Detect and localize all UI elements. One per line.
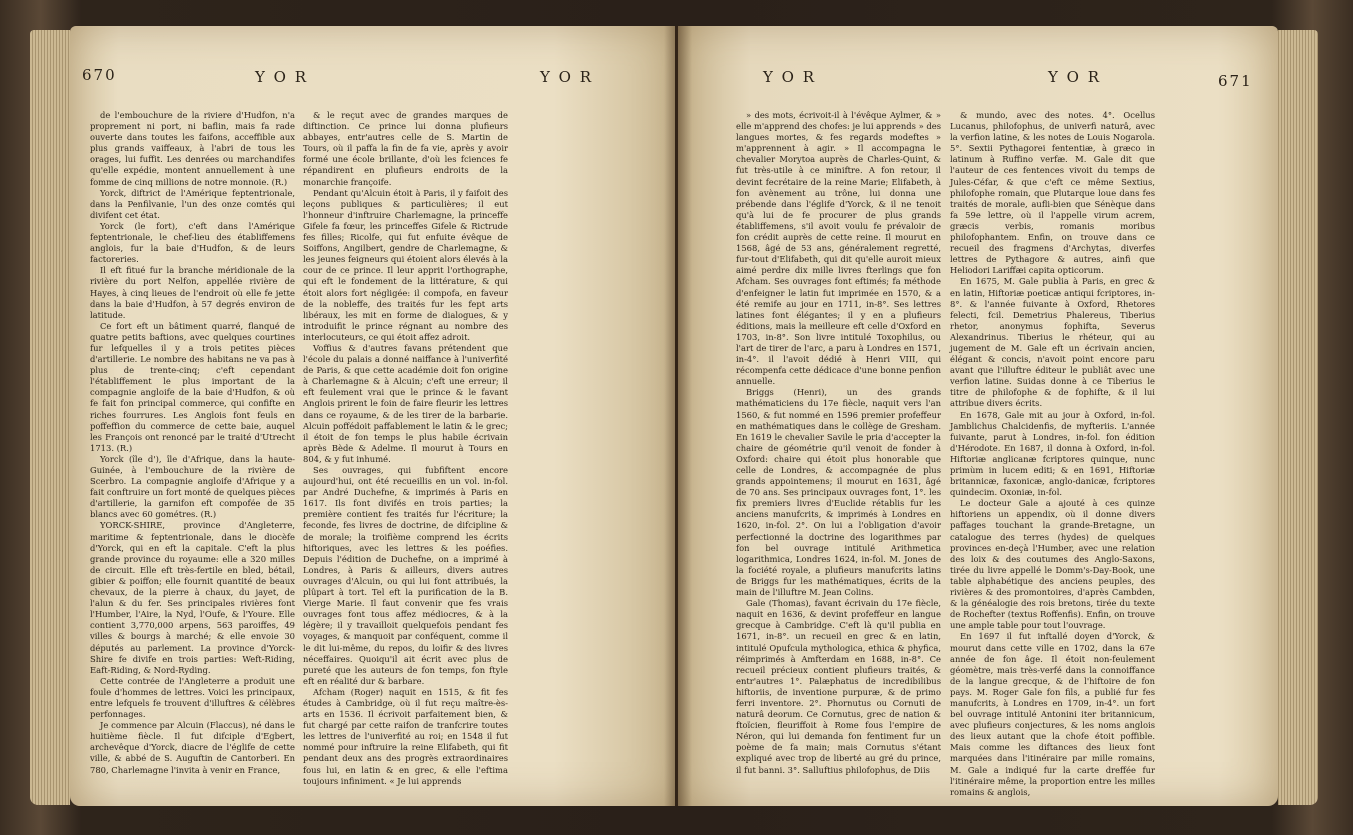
paragraph: & le reçut avec de grandes marques de diftinction. Ce prince lui donna plufieurs abbayes, entr'autres celle de S. Martin de Tours, où il paffa la fin de fa vie, après y avoir formé une école brillante, d'où les fciences fe répandirent en plufieurs endroits de la monarchie françoife. bbox=[303, 110, 508, 187]
left-column-2 bbox=[303, 110, 508, 787]
paragraph: Afcham (Roger) naquit en 1515, & fit fes études à Cambridge, où il fut reçu maître-ès-arts en 1536. Il écrivoit parfaitement bien, & fut chargé par cette raifon de tranfcrire toutes les lettres de l'univerfité au roi; en 1548 il fut nommé pour inftruire la reine Elifabeth, qui fit pendant deux ans des progrès extraordinaires fous lui, en latin & en grec, & elle l'eftima toujours infiniment. « Je lui apprends bbox=[303, 686, 508, 786]
paragraph: En 1697 il fut inftallé doyen d'Yorck, & mourut dans cette ville en 1702, dans la 67e année de fon âge. Il étoit non-feulement géomètre, mais très-verfé dans la connoiffance de la langue grecque, & de l'hiftoire de fon pays. M. Roger Gale fon fils, a publié fur fes manufcrits, à Londres en 1709, in-4°. un fort bel ouvrage intitulé Antonini iter britannicum, avec plufieurs conjectures, & les noms anglois des lieux autant que la chofe étoit poffible. Mais comme les diftances des lieux font marquées dans l'itinéraire par mille romains, M. Gale a indiqué fur la carte dreffée fur l'itinéraire même, la proportion entre les milles romains & anglois, bbox=[950, 631, 1155, 797]
paragraph: Briggs (Henri), un des grands mathématiciens du 17e fiècle, naquit vers l'an 1560, & fut nommé en 1596 premier profeffeur en mathématiques dans le collège de Gresham. En 1619 le chevalier Savile le pria d'accepter la chaire de géométrie qu'il venoit de fonder à Oxford: chaire qui étoit plus honorable que celle de Londres, & accompagnée de plus grands appointemens; il mourut en 1631, âgé de 70 ans. Ses principaux ouvrages font, 1°. les fix premiers livres d'Euclide rétablis fur les anciens manufcrits, & imprimés à Londres en 1620, in-fol. 2°. On lui a l'obligation d'avoir perfectionné la doctrine des logarithmes par fon bel ouvrage intitulé Arithmetica logarithmica, Londres 1624, in-fol. M. Jones de la fociété royale, a plufieurs manufcrits latins de Briggs fur les mathématiques, écrits de la main de l'illuftre M. Jean Colins. bbox=[736, 387, 941, 598]
paragraph: de l'embouchure de la riviere d'Hudfon, n'a proprement ni port, ni baflin, mais fa rade ouverte dans toutes les faifons, acceffible aux plus grands vaiffeaux, à l'abri de tous les orages, lui fuffit. Les denrées ou marchandifes qu'elle expédie, montent annuellement à une fomme de cinq millions de notre monnoie. (R.) bbox=[90, 110, 295, 187]
running-head-right-1: Y O R bbox=[763, 68, 817, 86]
gutter bbox=[664, 26, 692, 806]
paragraph: Voffius & d'autres favans prétendent que l'école du palais a donné naiffance à l'univerfité de Paris, & que cette académie doit fon origine à Charlemagne & à Alcuin; c'eft une erreur; il eft feulement vrai que le prince & le favant Anglois prirent le foin de faire fleurir les lettres dans ce royaume, & de les tirer de la barbarie. Alcuin poffédoit paffablement le latin & le grec; il étoit de fon temps le plus habile écrivain après Bède & Adelme. Il mourut à Tours en 804, & y fut inhumé. bbox=[303, 342, 508, 464]
right-column-1 bbox=[736, 110, 941, 776]
paragraph: Yorck (île d'), île d'Afrique, dans la haute-Guinée, à l'embouchure de la rivière de Scerbro. La compagnie angloife d'Afrique y a fait conftruire un fort monté de quelques pièces d'artillerie, la garnifon eft compofée de 35 blancs avec 60 gométres. (R.) bbox=[90, 453, 295, 520]
page-number-right: 671 bbox=[1218, 72, 1253, 90]
paragraph: En 1675, M. Gale publia à Paris, en grec & en latin, Hiftoriæ poeticæ antiqui fcriptores, in-8°. & l'année fuivante à Oxford, Rhetores felecti, fcil. Demetrius Phalereus, Tiberius rhetor, anonymus fophifta, Severus Alexandrinus. Tiberius le rhéteur, qui au jugement de M. Gale eft un écrivain ancien, élégant & concis, n'avoit point encore paru avant que l'illuftre éditeur le publiât avec une verfion latine. Suidas donne à ce Tiberius le titre de philofophe & de fophifte, & il lui attribue divers écrits. bbox=[950, 276, 1155, 409]
paragraph: Gale (Thomas), favant écrivain du 17e fiècle, naquit en 1636, & devint profeffeur en langue grecque à Cambridge. C'eft là qu'il publia en 1671, in-8°. un recueil en grec & en latin, intitulé Opufcula mythologica, ethica & phyfica, réimprimés à Amfterdam en 1688, in-8°. Ce recueil précieux contient plufieurs traités, & entr'autres 1°. Palæphatus de incredibilibus hiftoriis, de inventione purpuræ, & de primo ferri inventore. 2°. Phornutus ou Cornuti de naturâ deorum. Ce Cornutus, grec de nation & ftoïcien, fleuriffoit à Rome fous l'empire de Néron, qui lui demanda fon fentiment fur un poème de fa main; mais Cornutus s'étant expliqué avec trop de liberté au gré du prince, il fut banni. 3°. Salluftius philofophus, de Diis bbox=[736, 598, 941, 775]
paragraph: Ses ouvrages, qui fubfiftent encore aujourd'hui, ont été recueillis en un vol. in-fol. par André Duchefne, & imprimés à Paris en 1617. Ils font divifés en trois parties; la première contient fes traités fur l'écriture; la feconde, fes livres de doctrine, de difcipline & de morale; la troifième comprend les écrits hiftoriques, avec les lettres & les poéfies. Depuis l'édition de Duchefne, on a imprimé à Londres, à Paris & ailleurs, divers autres ouvrages d'Alcuin, ou qui lui font attribués, la plûpart à tort. Tel eft la purification de la B. Vierge Marie. Il faut convenir que fes vrais ouvrages font tous affez médiocres, & à la légère; il y travailloit quelquefois pendant fes voyages, & manquoit par conféquent, comme il le dit lui-même, du repos, du loifir & des livres néceffaires. Quoiqu'il ait écrit avec plus de pureté que les auteurs de fon temps, fon ftyle eft en réalité dur & barbare. bbox=[303, 465, 508, 686]
paragraph: » des mots, écrivoit-il à l'évêque Aylmer, & » elle m'apprend des chofes: je lui apprends » des langues mortes, & fes regards modeftes » m'apprennent à agir. » Il accompagna le chevalier Morytoa auprès de Charles-Quint, & fut très-utile à ce miniftre. A fon retour, il devint fecrétaire de la reine Marie; Elifabeth, à fon avènement au trône, lui donna une prébende dans l'églife d'Yorck, & il ne tenoit qu'à lui de fe procurer de plus grands établiffemens, s'il avoit voulu fe prévaloir de fon crédit auprès de cette reine. Il mourut en 1568, âgé de 53 ans, généralement regretté, fur-tout d'Elifabeth, qui dit qu'elle auroit mieux aimé perdre dix mille livres fterlings que fon Afcham. Ses ouvrages font eftimés; fa méthode d'enfeigner le latin fut imprimée en 1570, & a été remife au jour en 1711, in-8°. Ses lettres latines font élégantes; il y en a plufieurs éditions, mais la meilleure eft celle d'Oxford en 1703, in-8°. Son livre intitulé Toxophilus, ou l'art de tirer de l'arc, a paru à Londres en 1571, in-4°. il l'avoit dédié à Henri VIII, qui récompenfa cette dédicace d'une bonne penfion annuelle. bbox=[736, 110, 941, 387]
paragraph: Ce fort eft un bâtiment quarré, flanqué de quatre petits baftions, avec quelques courtines fur lefquelles il y a trois petites pièces d'artillerie. Le nombre des habitans ne va pas à plus de trente-cinq; c'eft cependant l'établiffement le plus important de la compagnie angloife de la baie d'Hudfon, & où fe fait fon principal commerce, qui confifte en riches fourrures. Les Anglois font feuls en poffeffion du commerce de cette baie, auquel les François ont renoncé par le traité d'Utrecht 1713. (R.) bbox=[90, 320, 295, 453]
running-head-left-2: Y O R bbox=[540, 68, 594, 86]
page-edges-left bbox=[30, 30, 70, 805]
paragraph: Le docteur Gale a ajouté à ces quinze hiftoriens un appendix, où il donne divers paffages touchant la grande-Bretagne, un catalogue des terres (hydes) de quelques provinces en-deçà l'Humber, avec une relation des loix & des coutumes des Anglo-Saxons, tirée du livre appellé le Domm's-Day-Book, une table alphabétique des anciens peuples, des rivières & des promontoires, d'après Cambden, & la généalogie des rois bretons, tirée du texte de Rochefter (textus Roffenfis). Enfin, on trouve une ample table pour tout l'ouvrage. bbox=[950, 498, 1155, 631]
right-page bbox=[678, 26, 1278, 806]
page-edges-right bbox=[1278, 30, 1318, 805]
paragraph: Yorck (le fort), c'eft dans l'Amérique feptentrionale, le chef-lieu des établiffemens anglois, fur la baie d'Hudfon, & de leurs factoreries. bbox=[90, 220, 295, 265]
paragraph: Cette contrée de l'Angleterre a produit une foule d'hommes de lettres. Voici les principaux, entre lefquels fe trouvent d'illuftres & célèbres perfonnages. bbox=[90, 675, 295, 720]
paragraph: Pendant qu'Alcuin étoit à Paris, il y faifoit des leçons publiques & particulières; il eut l'honneur d'inftruire Charlemagne, la princeffe Gifele fa fœur, les princeffes Gifele & Rictrude fes filles; Ricolfe, qui fut enfuite évêque de Soiffons, Angilbert, gendre de Charlemagne, & les jeunes feigneurs qui étoient alors élevés à la cour de ce prince. Il leur apprit l'orthographe, qui eft le fondement de la littérature, & qui étoit alors fort négligée: il compofa, en faveur de la nobleffe, des traités fur les fept arts libéraux, les mit en forme de dialogues, & y introduifit le prince régnant au nombre des interlocuteurs, ce qui étoit affez adroit. bbox=[303, 187, 508, 342]
paragraph: En 1678, Gale mit au jour à Oxford, in-fol. Jamblichus Chalcidenfis, de myfteriis. L'année fuivante, parut à Londres, in-fol. fon édition d'Hérodote. En 1687, il donna à Oxford, in-fol. Hiftoriæ anglicanæ fcriptores quinque, nunc primùm in lucem editi; & en 1691, Hiftoriæ britannicæ, faxonicæ, anglo-danicæ, fcriptores quindecim. Oxoniæ, in-fol. bbox=[950, 409, 1155, 498]
paragraph: Yorck, diftrict de l'Amérique feptentrionale, dans la Penfilvanie, l'un des onze comtés qui divifent cet état. bbox=[90, 187, 295, 220]
running-head-right-2: Y O R bbox=[1048, 68, 1102, 86]
paragraph: Il eft fitué fur la branche méridionale de la rivière du port Nelfon, appellée rivière de Hayes, à cinq lieues de l'endroit où elle fe jette dans la baie d'Hudfon, à 57 degrés environ de latitude. bbox=[90, 265, 295, 320]
left-page bbox=[70, 26, 675, 806]
running-head-left-1: Y O R bbox=[255, 68, 309, 86]
paragraph: YORCK-SHIRE, province d'Angleterre, maritime & feptentrionale, dans le diocèfe d'Yorck, qui en eft la capitale. C'eft la plus grande province du royaume: elle a 320 milles de circuit. Elle eft très-fertile en bled, bétail, gibier & poiffon; elle fournit quantité de beaux chevaux, de la pierre à chaux, du jayet, de l'alun & du fer. Ses principales rivières font l'Humber, l'Aire, la Nyd, l'Oufe, & l'Youre. Elle contient 3,770,000 arpens, 563 paroiffes, 49 villes & bourgs à marché; & elle envoie 30 députés au parlement. La province d'Yorck-Shire fe divife en trois parties: Weft-Riding, Eaft-Riding, & Nord-Ryding. bbox=[90, 520, 295, 675]
page-number-left: 670 bbox=[82, 66, 117, 84]
right-column-2 bbox=[950, 110, 1155, 798]
left-column-1 bbox=[90, 110, 295, 776]
paragraph: & mundo, avec des notes. 4°. Ocellus Lucanus, philofophus, de univerfi naturâ, avec la verfion latine, & les notes de Louis Nogarola. 5°. Sextii Pythagorei fententiæ, à græco in latinum à Ruffino verfæ. M. Gale dit que l'auteur de ces fentences vivoit du temps de Jules-Céfar, & que c'eft ce même Sextius, philofophe romain, que Plutarque loue dans fes traités de morale, aufli-bien que Sénèque dans fa 59e lettre, où il l'appelle virum acrem, græcis verbis, romanis moribus philofophantem. Enfin, on trouve dans ce recueil des fragmens d'Archytas, diverfes lettres de Pythagore & autres, ainfi que Heliodori Lariffæi capita opticorum. bbox=[950, 110, 1155, 276]
paragraph: Je commence par Alcuin (Flaccus), né dans le huitième fiècle. Il fut difciple d'Egbert, archevêque d'Yorck, diacre de l'églife de cette ville, & abbé de S. Auguftin de Cantorberi. En 780, Charlemagne l'invita à venir en France, bbox=[90, 720, 295, 775]
